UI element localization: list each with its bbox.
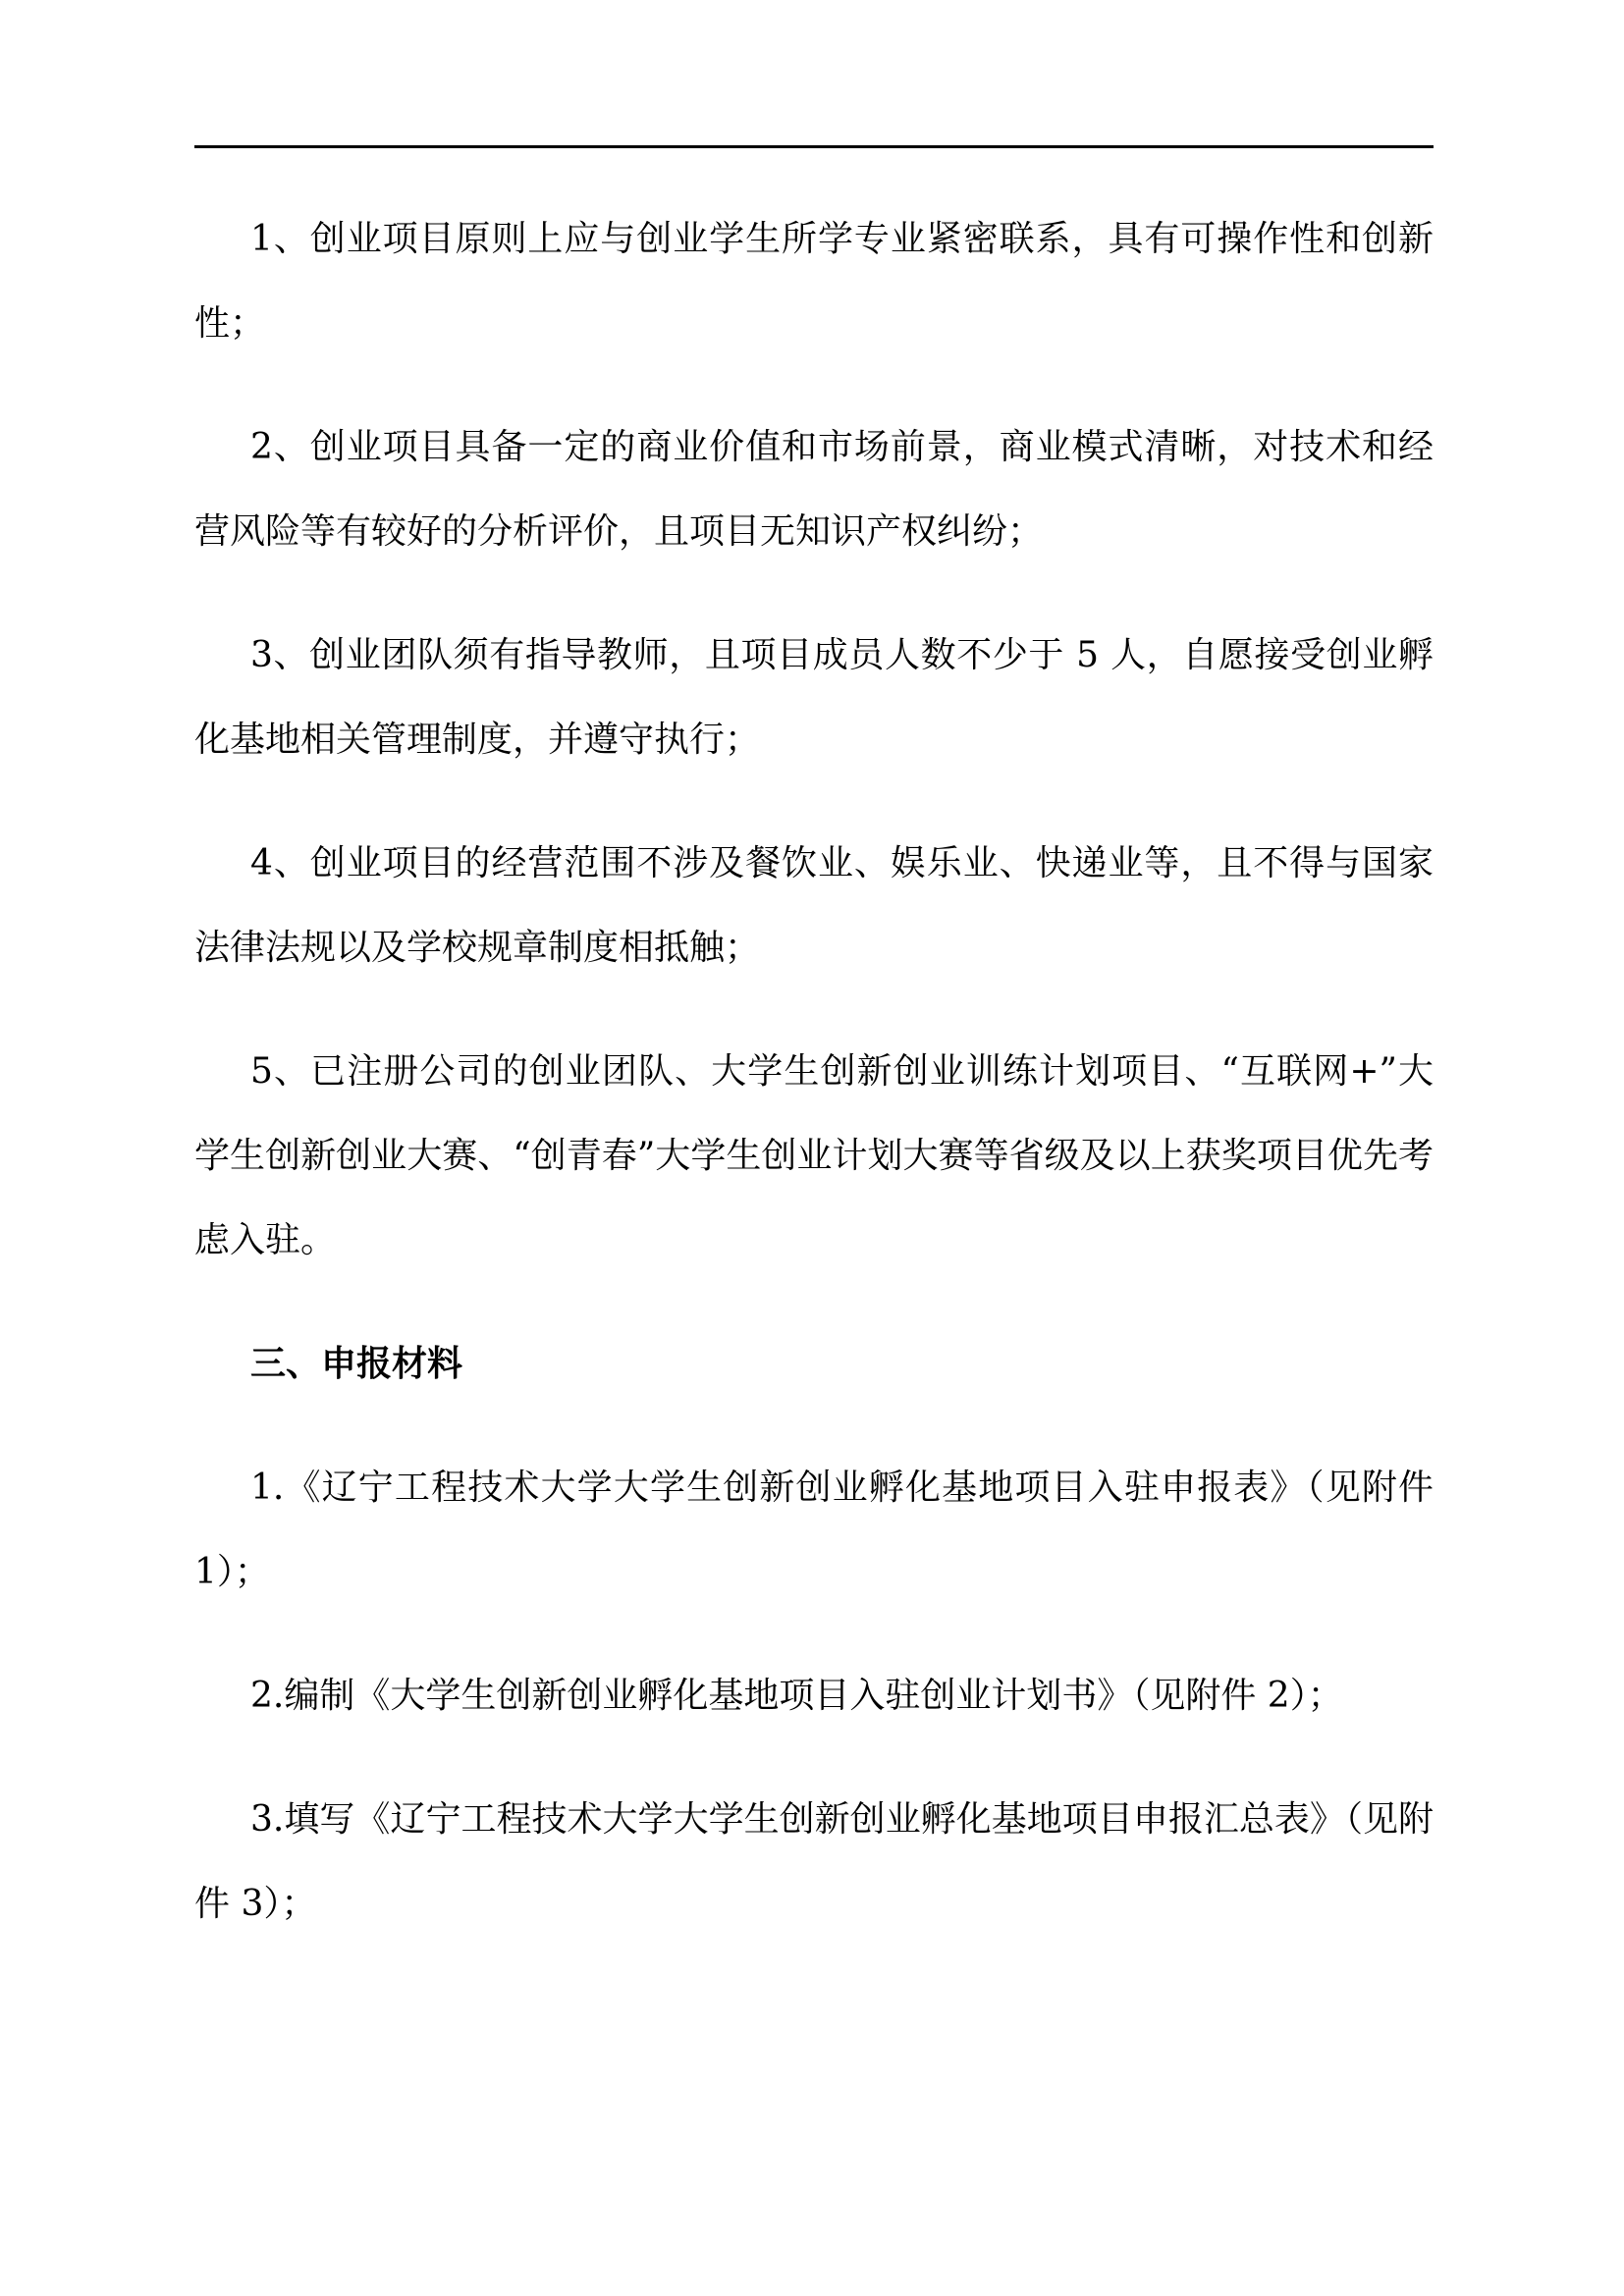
criterion-paragraph-2: 2、创业项目具备一定的商业价值和市场前景，商业模式清晰，对技术和经营风险等有较好的分析评价，且项目无知识产权纠纷；	[194, 427, 1434, 552]
document-body	[194, 197, 1434, 1986]
criterion-paragraph-4: 4、创业项目的经营范围不涉及餐饮业、娱乐业、快递业等，且不得与国家法律法规以及学校规章制度相抵触；	[194, 843, 1434, 968]
material-item-3: 3.填写《辽宁工程技术大学大学生创新创业孵化基地项目申报汇总表》（见附件 3）；	[194, 1799, 1434, 1924]
header-rule	[194, 145, 1434, 148]
section-heading: 三、申报材料	[250, 1344, 463, 1384]
criterion-paragraph-3: 3、创业团队须有指导教师，且项目成员人数不少于 5 人，自愿接受创业孵化基地相关管理制度，并遵守执行；	[194, 635, 1434, 760]
material-item-2: 2.编制《大学生创新创业孵化基地项目入驻创业计划书》（见附件 2）；	[250, 1676, 1343, 1716]
material-item-1: 1.《辽宁工程技术大学大学生创新创业孵化基地项目入驻申报表》（见附件 1）；	[194, 1468, 1434, 1592]
criterion-paragraph-5: 5、已注册公司的创业团队、大学生创新创业训练计划项目、“互联网+”大学生创新创业大赛、“创青春”大学生创业计划大赛等省级及以上获奖项目优先考虑入驻。	[194, 1051, 1434, 1260]
criterion-paragraph-1: 1、创业项目原则上应与创业学生所学专业紧密联系，具有可操作性和创新性；	[194, 219, 1434, 344]
